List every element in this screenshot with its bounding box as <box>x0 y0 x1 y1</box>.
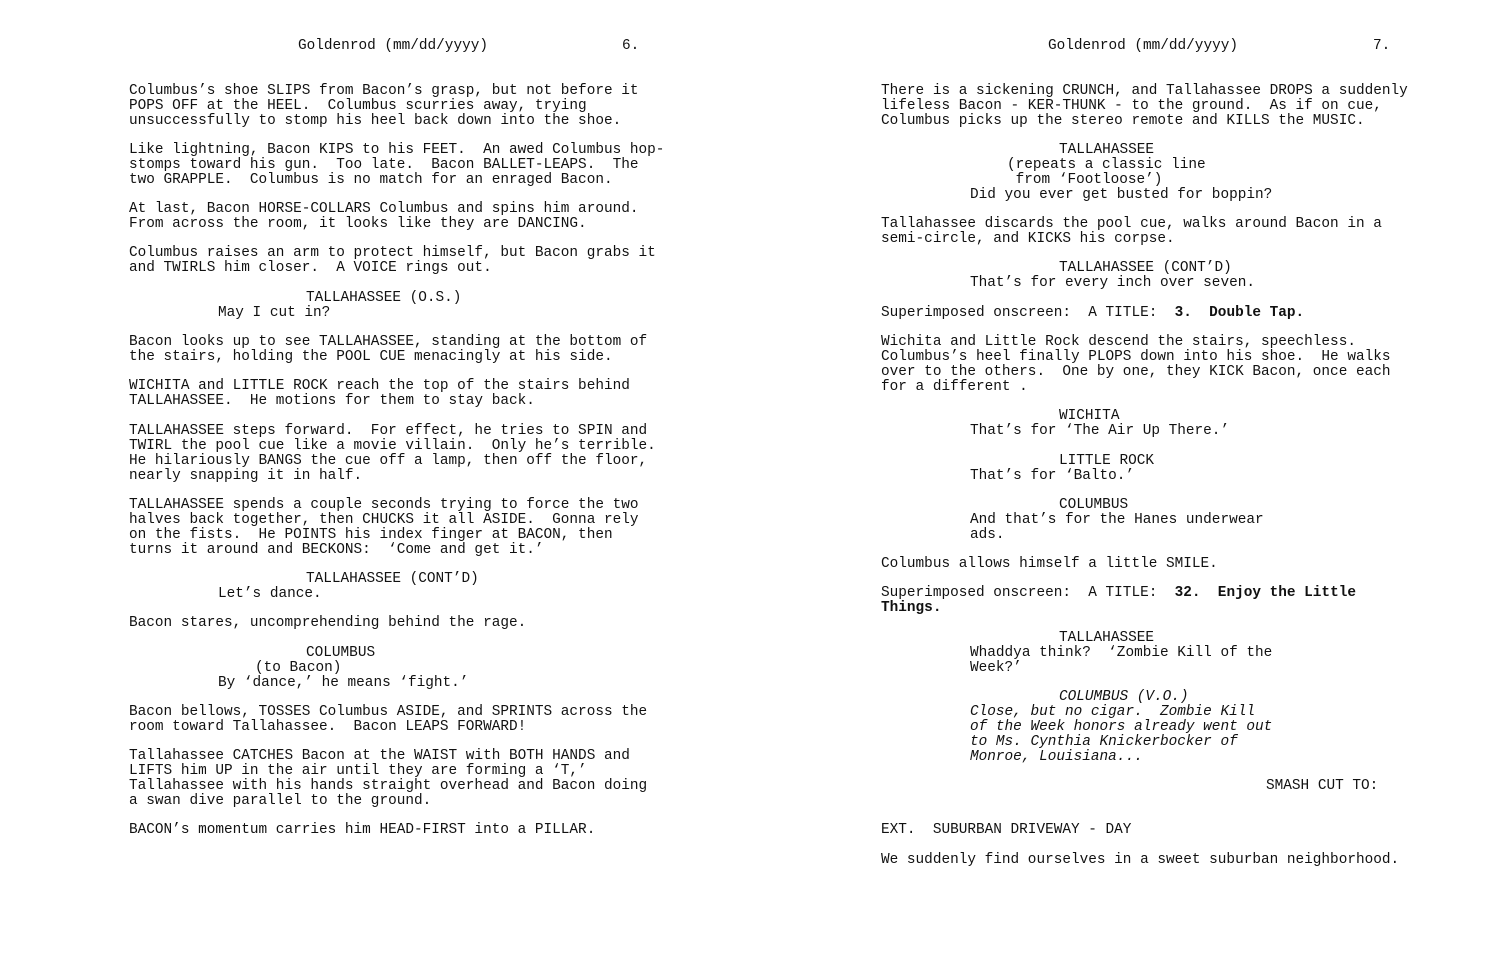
dialogue-line: May I cut in? <box>218 305 331 321</box>
action-line: At last, Bacon HORSE-COLLARS Columbus and spins him around. <box>129 201 639 217</box>
action-line: on the fists. He POINTS his index finger at BACON, then <box>129 527 613 543</box>
action-line: stomps toward his gun. Too late. Bacon BALLET-LEAPS. The <box>129 157 639 173</box>
dialogue-line: ads. <box>970 527 1005 543</box>
character-name: WICHITA <box>1059 408 1120 424</box>
title-card-prefix: Superimposed onscreen: A TITLE: <box>881 305 1175 321</box>
action-line: semi-circle, and KICKS his corpse. <box>881 231 1175 247</box>
action-line: lifeless Bacon - KER-THUNK - to the ground. As if on cue, <box>881 98 1382 114</box>
parenthetical-line: (to Bacon) <box>255 660 342 676</box>
character-name: TALLAHASSEE <box>1059 630 1154 646</box>
dialogue-line: By ‘dance,’ he means ‘fight.’ <box>218 675 469 691</box>
action-line: Tallahassee CATCHES Bacon at the WAIST with BOTH HANDS and <box>129 748 630 764</box>
dialogue-line: Let’s dance. <box>218 586 322 602</box>
action-line: Bacon bellows, TOSSES Columbus ASIDE, and SPRINTS across the <box>129 704 648 720</box>
action-line: the stairs, holding the POOL CUE menacingly at his side. <box>129 349 613 365</box>
action-line: Columbus’s heel finally PLOPS down into his shoe. He walks <box>881 349 1391 365</box>
action-line: LIFTS him UP in the air until they are forming a ‘T,’ <box>129 763 587 779</box>
action-line: BACON’s momentum carries him HEAD-FIRST into a PILLAR. <box>129 822 596 838</box>
action-line: nearly snapping it in half. <box>129 468 363 484</box>
action-line: Columbus picks up the stereo remote and KILLS the MUSIC. <box>881 113 1365 129</box>
dialogue-line: That’s for every inch over seven. <box>970 275 1255 291</box>
action-line: room toward Tallahassee. Bacon LEAPS FORWARD! <box>129 719 527 735</box>
dialogue-line: That’s for ‘Balto.’ <box>970 468 1135 484</box>
dialogue-line: And that’s for the Hanes underwear <box>970 512 1264 528</box>
action-line: There is a sickening CRUNCH, and Tallahassee DROPS a suddenly <box>881 83 1408 99</box>
action-line: turns it around and BECKONS: ‘Come and get it.’ <box>129 542 544 558</box>
action-line: unsuccessfully to stomp his heel back down into the shoe. <box>129 113 622 129</box>
action-line: a swan dive parallel to the ground. <box>129 793 432 809</box>
title-card-text: Things. <box>881 600 942 616</box>
title-card <box>881 586 1356 601</box>
dialogue-line: Monroe, Louisiana... <box>970 749 1143 765</box>
character-name: TALLAHASSEE <box>1059 142 1154 158</box>
parenthetical-line: (repeats a classic line <box>1007 157 1206 173</box>
action-line: two GRAPPLE. Columbus is no match for an enraged Bacon. <box>129 172 613 188</box>
script-page-right <box>750 0 1500 968</box>
character-name: COLUMBUS <box>306 645 376 661</box>
dialogue-line: of the Week honors already went out <box>970 719 1273 735</box>
action-line: WICHITA and LITTLE ROCK reach the top of the stairs behind <box>129 378 630 394</box>
action-line: TWIRL the pool cue like a movie villain. Only he’s terrible. <box>129 438 656 454</box>
action-line: He hilariously BANGS the cue off a lamp, then off the floor, <box>129 453 648 469</box>
dialogue-line: Whaddya think? ‘Zombie Kill of the <box>970 645 1273 661</box>
action-line: Columbus raises an arm to protect himself, but Bacon grabs it <box>129 245 656 261</box>
action-line: We suddenly find ourselves in a sweet suburban neighborhood. <box>881 852 1400 868</box>
action-line: Tallahassee with his hands straight overhead and Bacon doing <box>129 778 648 794</box>
page-number: 6. <box>622 38 640 54</box>
character-name: TALLAHASSEE (CONT’D) <box>306 571 479 587</box>
action-line: Tallahassee discards the pool cue, walks around Bacon in a <box>881 216 1382 232</box>
dialogue-line: Week?’ <box>970 660 1022 676</box>
action-line: POPS OFF at the HEEL. Columbus scurries away, trying <box>129 98 587 114</box>
action-line: over to the others. One by one, they KICK Bacon, once each <box>881 364 1391 380</box>
character-name: TALLAHASSEE (O.S.) <box>306 290 462 306</box>
action-line: TALLAHASSEE steps forward. For effect, he tries to SPIN and <box>129 423 648 439</box>
title-card-prefix: Superimposed onscreen: A TITLE: <box>881 585 1175 601</box>
scene-heading: EXT. SUBURBAN DRIVEWAY - DAY <box>881 822 1132 838</box>
action-line: Like lightning, Bacon KIPS to his FEET. An awed Columbus hop- <box>129 142 665 158</box>
action-line: Columbus’s shoe SLIPS from Bacon’s grasp, but not before it <box>129 83 639 99</box>
action-line: halves back together, then CHUCKS it all ASIDE. Gonna rely <box>129 512 639 528</box>
transition: SMASH CUT TO: <box>1266 778 1379 794</box>
action-line: and TWIRLS him closer. A VOICE rings out. <box>129 260 492 276</box>
action-line: Bacon looks up to see TALLAHASSEE, standing at the bottom of <box>129 334 648 350</box>
action-line: for a different . <box>881 379 1028 395</box>
page-number: 7. <box>1373 38 1391 54</box>
page-header-title: Goldenrod (mm/dd/yyyy) <box>298 38 488 54</box>
action-line: Columbus allows himself a little SMILE. <box>881 556 1218 572</box>
page-header-title: Goldenrod (mm/dd/yyyy) <box>1048 38 1238 54</box>
parenthetical-line: from ‘Footloose’) <box>1007 172 1163 188</box>
title-card-text: 32. Enjoy the Little <box>1174 585 1356 601</box>
action-line: TALLAHASSEE. He motions for them to stay back. <box>129 393 535 409</box>
character-name: LITTLE ROCK <box>1059 453 1154 469</box>
action-line: TALLAHASSEE spends a couple seconds trying to force the two <box>129 497 639 513</box>
dialogue-line: That’s for ‘The Air Up There.’ <box>970 423 1230 439</box>
title-card <box>881 306 1304 321</box>
title-card-text: 3. Double Tap. <box>1174 305 1305 321</box>
character-name: COLUMBUS <box>1059 497 1129 513</box>
dialogue-line: Close, but no cigar. Zombie Kill <box>970 704 1255 720</box>
action-line: Bacon stares, uncomprehending behind the rage. <box>129 615 527 631</box>
character-name: TALLAHASSEE (CONT’D) <box>1059 260 1232 276</box>
dialogue-line: Did you ever get busted for boppin? <box>970 187 1273 203</box>
character-name: COLUMBUS (V.O.) <box>1059 689 1189 705</box>
action-line: From across the room, it looks like they are DANCING. <box>129 216 587 232</box>
dialogue-line: to Ms. Cynthia Knickerbocker of <box>970 734 1238 750</box>
action-line: Wichita and Little Rock descend the stairs, speechless. <box>881 334 1356 350</box>
